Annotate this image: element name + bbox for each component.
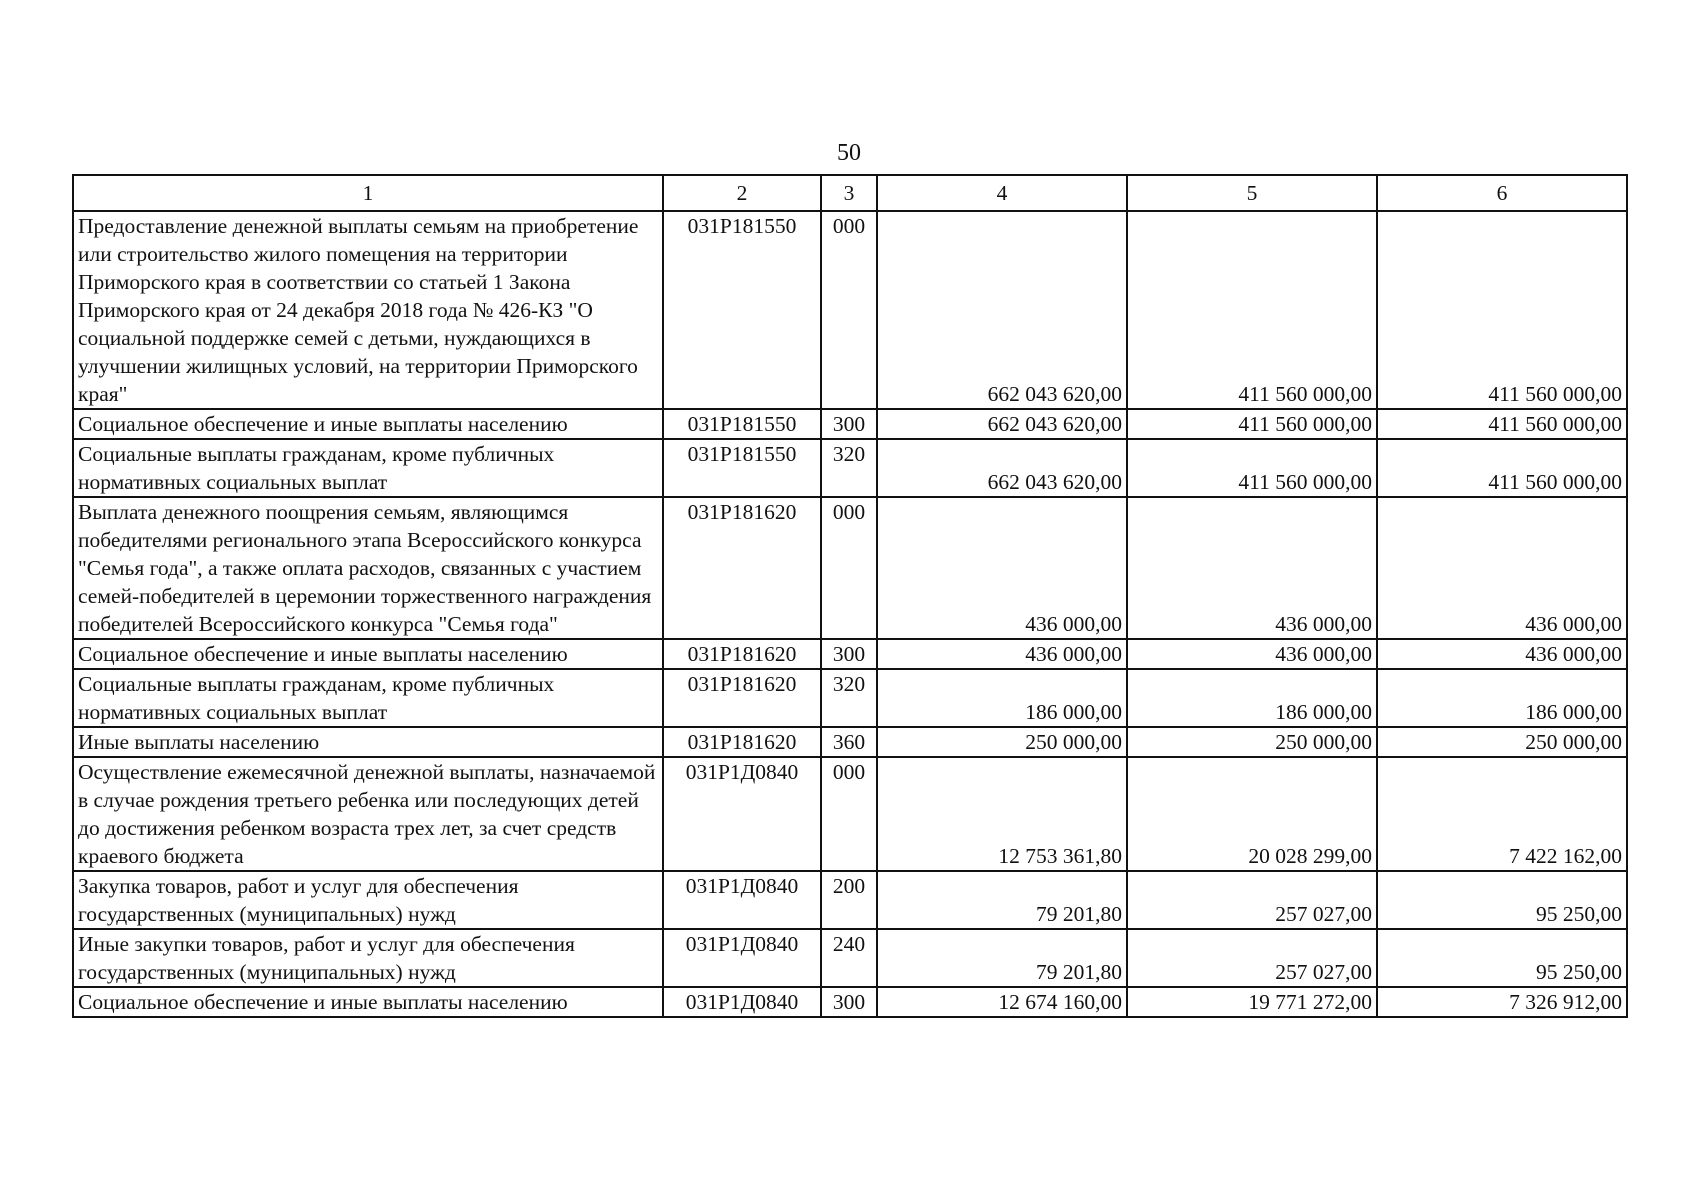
row-amount-5: 250 000,00: [1127, 727, 1377, 757]
row-name: Социальные выплаты гражданам, кроме публичных нормативных социальных выплат: [73, 669, 663, 727]
row-type-code: 200: [821, 871, 877, 929]
row-type-code: 240: [821, 929, 877, 987]
row-article-code: 031Р181550: [663, 409, 821, 439]
row-article-code: 031Р181620: [663, 669, 821, 727]
row-article-code: 031Р1Д0840: [663, 929, 821, 987]
row-type-code: 300: [821, 409, 877, 439]
row-type-code: 300: [821, 987, 877, 1017]
row-name: Выплата денежного поощрения семьям, являющимся победителями регионального этапа Всероссийского конкурса "Семья года", а также оплата расходов, связанных с участием семей-победителей в церемонии торжественного награждения победителей Всероссийского конкурса "Семья года": [73, 497, 663, 639]
row-amount-6: 7 422 162,00: [1377, 757, 1627, 871]
row-amount-5: 186 000,00: [1127, 669, 1377, 727]
row-article-code: 031Р1Д0840: [663, 871, 821, 929]
column-header-6: 6: [1377, 175, 1627, 211]
row-amount-5: 20 028 299,00: [1127, 757, 1377, 871]
row-amount-4: 662 043 620,00: [877, 439, 1127, 497]
row-type-code: 320: [821, 439, 877, 497]
table-row: [73, 929, 1627, 987]
page-number: 50: [837, 140, 861, 166]
column-header-4: 4: [877, 175, 1127, 211]
row-article-code: 031Р181550: [663, 439, 821, 497]
row-amount-4: 79 201,80: [877, 871, 1127, 929]
table-row: [73, 439, 1627, 497]
row-name: Предоставление денежной выплаты семьям на приобретение или строительство жилого помещения на территории Приморского края в соответствии со статьей 1 Закона Приморского края от 24 декабря 2018 года № 426-КЗ "О социальной поддержке семей с детьми, нуждающихся в улучшении жилищных условий, на территории Приморского края": [73, 211, 663, 409]
row-name: Закупка товаров, работ и услуг для обеспечения государственных (муниципальных) нужд: [73, 871, 663, 929]
row-amount-4: 12 753 361,80: [877, 757, 1127, 871]
table-row: [73, 669, 1627, 727]
row-amount-6: 411 560 000,00: [1377, 439, 1627, 497]
row-amount-4: 79 201,80: [877, 929, 1127, 987]
row-type-code: 000: [821, 757, 877, 871]
row-article-code: 031Р181550: [663, 211, 821, 409]
row-amount-6: 95 250,00: [1377, 871, 1627, 929]
row-amount-6: 411 560 000,00: [1377, 211, 1627, 409]
row-name: Иные выплаты населению: [73, 727, 663, 757]
row-type-code: 000: [821, 497, 877, 639]
column-header-1: 1: [73, 175, 663, 211]
row-article-code: 031Р181620: [663, 639, 821, 669]
row-amount-5: 257 027,00: [1127, 871, 1377, 929]
row-type-code: 320: [821, 669, 877, 727]
table-header-row: [73, 175, 1627, 211]
row-name: Социальное обеспечение и иные выплаты населению: [73, 409, 663, 439]
row-amount-4: 662 043 620,00: [877, 409, 1127, 439]
row-article-code: 031Р181620: [663, 497, 821, 639]
row-article-code: 031Р1Д0840: [663, 757, 821, 871]
row-amount-6: 250 000,00: [1377, 727, 1627, 757]
table-row: [73, 497, 1627, 639]
column-header-3: 3: [821, 175, 877, 211]
row-amount-4: 662 043 620,00: [877, 211, 1127, 409]
row-amount-5: 411 560 000,00: [1127, 211, 1377, 409]
row-amount-4: 250 000,00: [877, 727, 1127, 757]
row-name: Социальное обеспечение и иные выплаты населению: [73, 639, 663, 669]
row-amount-6: 436 000,00: [1377, 497, 1627, 639]
row-article-code: 031Р1Д0840: [663, 987, 821, 1017]
table-row: [73, 727, 1627, 757]
row-amount-4: 436 000,00: [877, 639, 1127, 669]
column-header-5: 5: [1127, 175, 1377, 211]
table-row: [73, 757, 1627, 871]
row-amount-5: 19 771 272,00: [1127, 987, 1377, 1017]
row-name: Социальное обеспечение и иные выплаты населению: [73, 987, 663, 1017]
table-row: [73, 409, 1627, 439]
row-type-code: 000: [821, 211, 877, 409]
row-type-code: 300: [821, 639, 877, 669]
table-row: [73, 987, 1627, 1017]
row-amount-4: 186 000,00: [877, 669, 1127, 727]
table-row: [73, 639, 1627, 669]
row-amount-5: 257 027,00: [1127, 929, 1377, 987]
column-header-2: 2: [663, 175, 821, 211]
row-amount-5: 436 000,00: [1127, 497, 1377, 639]
row-amount-4: 12 674 160,00: [877, 987, 1127, 1017]
row-amount-6: 411 560 000,00: [1377, 409, 1627, 439]
row-amount-5: 436 000,00: [1127, 639, 1377, 669]
row-amount-6: 436 000,00: [1377, 639, 1627, 669]
row-article-code: 031Р181620: [663, 727, 821, 757]
budget-table: [72, 174, 1628, 1018]
row-name: Иные закупки товаров, работ и услуг для обеспечения государственных (муниципальных) нужд: [73, 929, 663, 987]
row-name: Осуществление ежемесячной денежной выплаты, назначаемой в случае рождения третьего ребенка или последующих детей до достижения ребенком возраста трех лет, за счет средств краевого бюджета: [73, 757, 663, 871]
row-name: Социальные выплаты гражданам, кроме публичных нормативных социальных выплат: [73, 439, 663, 497]
row-amount-6: 7 326 912,00: [1377, 987, 1627, 1017]
table-row: [73, 211, 1627, 409]
row-amount-5: 411 560 000,00: [1127, 409, 1377, 439]
row-amount-4: 436 000,00: [877, 497, 1127, 639]
row-amount-5: 411 560 000,00: [1127, 439, 1377, 497]
row-amount-6: 186 000,00: [1377, 669, 1627, 727]
table-row: [73, 871, 1627, 929]
row-type-code: 360: [821, 727, 877, 757]
row-amount-6: 95 250,00: [1377, 929, 1627, 987]
